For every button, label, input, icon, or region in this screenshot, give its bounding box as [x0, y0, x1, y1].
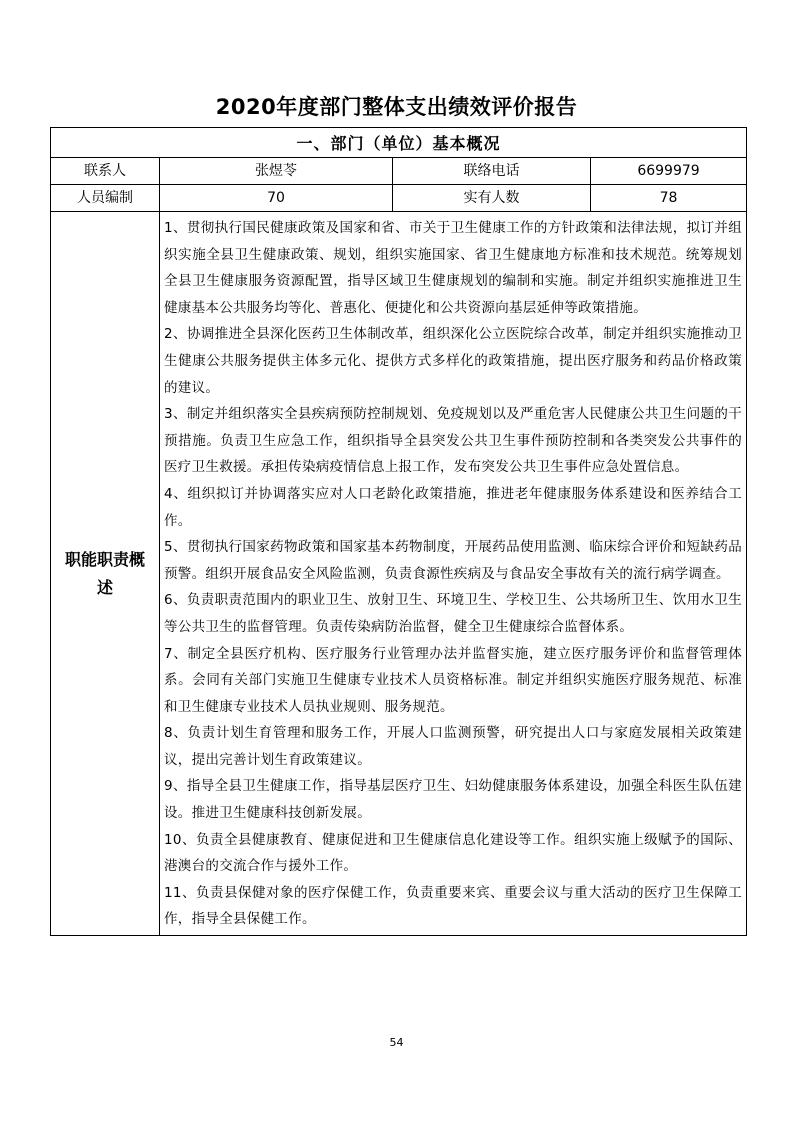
staff-quota-value: 70 — [160, 185, 393, 212]
report-title: 2020年度部门整体支出绩效评价报告 — [215, 95, 578, 119]
duty-item: 9、指导全县卫生健康工作，指导基层医疗卫生、妇幼健康服务体系建设，加强全科医生队伍建设。推进卫生健康科技创新发展。 — [164, 778, 743, 822]
duties-label: 职能职责概述 — [65, 549, 146, 597]
page-number: 54 — [389, 1036, 404, 1049]
duty-item: 2、协调推进全县深化医药卫生体制改革，组织深化公立医院综合改革，制定并组织实施推动卫生健康公共服务提供主体多元化、提供方式多样化的政策措施，提出医疗服务和药品价格政策的建议。 — [164, 326, 743, 396]
phone-value: 6699979 — [591, 158, 747, 185]
duty-item: 8、负责计划生育管理和服务工作，开展人口监测预警，研究提出人口与家庭发展相关政策建议，提出完善计划生育政策建议。 — [164, 725, 743, 768]
duty-item: 10、负责全县健康教育、健康促进和卫生健康信息化建设等工作。组织实施上级赋予的国际、港澳台的交流合作与援外工作。 — [164, 831, 743, 875]
contact-label: 联系人 — [51, 158, 160, 185]
actual-staff-label: 实有人数 — [393, 185, 591, 212]
duty-item: 4、组织拟订并协调落实应对人口老龄化政策措施，推进老年健康服务体系建设和医养结合工作。 — [164, 485, 743, 529]
actual-staff-value: 78 — [591, 185, 747, 212]
duty-item: 5、贯彻执行国家药物政策和国家基本药物制度，开展药品使用监测、临床综合评价和短缺药品预警。组织开展食品安全风险监测，负责食源性疾病及与食品安全事故有关的流行病学调查。 — [164, 539, 743, 582]
duty-item: 3、制定并组织落实全县疾病预防控制规划、免疫规划以及严重危害人民健康公共卫生问题的干预措施。负责卫生应急工作，组织指导全县突发公共卫生事件预防控制和各类突发公共事件的医疗卫生救援。承担传染病疫情信息上报工作，发布突发公共卫生事件应急处置信息。 — [164, 406, 743, 476]
phone-label: 联络电话 — [393, 158, 591, 185]
duties-label-cell — [51, 212, 160, 936]
staff-quota-label: 人员编制 — [51, 185, 160, 212]
duty-item: 11、负责县保健对象的医疗保健工作，负责重要来宾、重要会议与重大活动的医疗卫生保障工作，指导全县保健工作。 — [164, 884, 743, 928]
duties-text — [160, 212, 747, 936]
duty-item: 7、制定全县医疗机构、医疗服务行业管理办法并监督实施，建立医疗服务评价和监督管理体系。会同有关部门实施卫生健康专业技术人员资格标准。制定并组织实施医疗服务规范、标准和卫生健康专业技术人员执业规则、服务规范。 — [164, 645, 743, 715]
duty-item: 1、贯彻执行国民健康政策及国家和省、市关于卫生健康工作的方针政策和法律法规，拟订并组织实施全县卫生健康政策、规划，组织实施国家、省卫生健康地方标准和技术规范。统筹规划全县卫生健康服务资源配置，指导区域卫生健康规划的编制和实施。制定并组织实施推进卫生健康基本公共服务均等化、普惠化、便捷化和公共资源向基层延伸等政策措施。 — [164, 220, 743, 316]
duty-item: 6、负责职责范围内的职业卫生、放射卫生、环境卫生、学校卫生、公共场所卫生、饮用水卫生等公共卫生的监督管理。负责传染病防治监督，健全卫生健康综合监督体系。 — [164, 592, 743, 635]
overview-table — [50, 127, 747, 936]
section-heading: 一、部门（单位）基本概况 — [51, 128, 747, 158]
contact-value: 张煜苓 — [160, 158, 393, 185]
